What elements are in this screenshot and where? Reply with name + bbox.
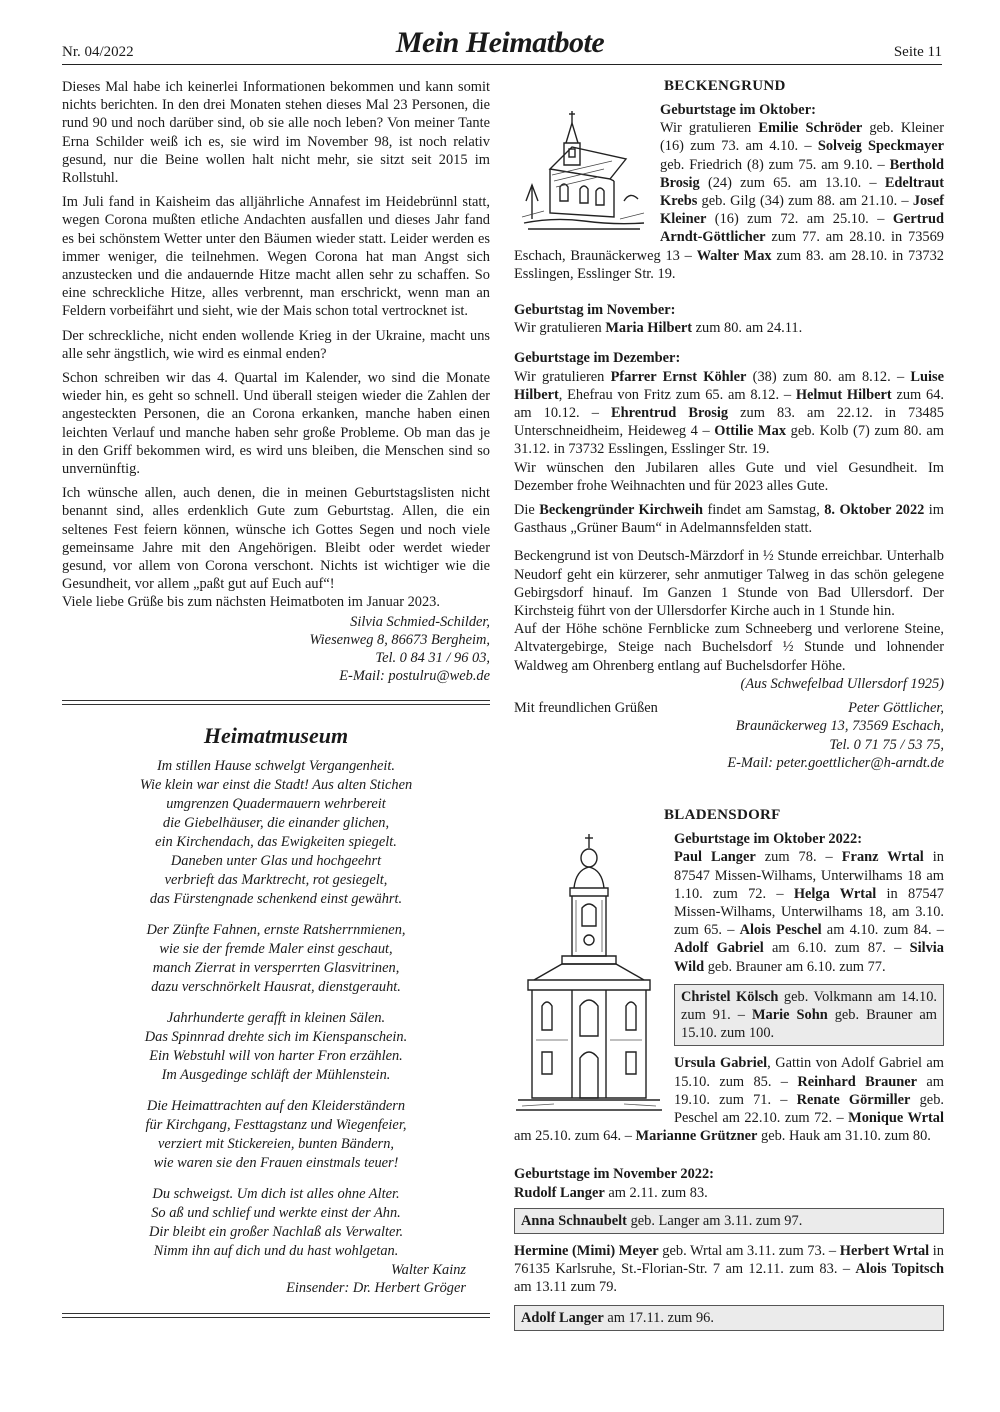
highlight-box: Anna Schnaubelt geb. Langer am 3.11. zum 97. bbox=[514, 1208, 944, 1234]
highlight-box: Adolf Langer am 17.11. zum 96. bbox=[514, 1305, 944, 1331]
birthday-list-oct: Paul Langer zum 78. – Franz Wrtal in 87547 Missen-Wilhams, Unterwilhams 18 am 1.10. zum 72. – Helga Wrtal in 87547 Missen-Wilhams, Unterwilhams 18, am 3.10. zum 65. – Alois Peschel am 4.10. zum 84. – Adolf Gabriel am 6.10. zum 87. – Silvia Wild geb. Brauner am 6.10. zum 77. bbox=[674, 849, 945, 975]
person-name: Helmut Hilbert bbox=[795, 386, 892, 403]
right-column bbox=[514, 78, 944, 1337]
person-name: Herbert Wrtal bbox=[839, 1242, 930, 1259]
person-name: Maria Hilbert bbox=[605, 320, 693, 337]
birthday-list-oct: Wir gratulieren Emilie Schröder geb. Kleiner (16) zum 73. am 4.10. – Solveig Speckmayer geb. Friedrich (8) zum 75. am 9.10. – Berthold Brosig (24) zum 65. am 13.10. – Edeltraut Krebs geb. Gilg (34) zum 88. am 21.10. – Josef Kleiner (16) zum 72. am 25.10. – Gertrud Arndt-Göttlicher zum 77. am 28.10. in 73569 Eschach, Braunäckerweg 13 – Walter Max zum 83. am 28.10. in 73732 Esslingen, Esslinger Str. 19. bbox=[514, 120, 945, 282]
person-name: Berthold Brosig bbox=[660, 156, 944, 191]
masthead-logo: Mein Heimatbote bbox=[395, 26, 605, 59]
person-name: Marie Sohn bbox=[751, 1006, 828, 1023]
section-divider bbox=[62, 700, 490, 705]
person-name: Helga Wrtal bbox=[793, 885, 877, 902]
route-text: Auf der Höhe schöne Fernblicke zum Schneeberg und verlorene Steine, Altvatergebirge, Steige nach Buchelsdorf ½ Stunde und lohnender Waldweg am Ohrenberg entlang auf Buchelsdorfer Höhe. bbox=[514, 621, 944, 674]
article-paragraph: Schon schreiben wir das 4. Quartal im Kalender, wo sind die Monate wieder hin, es geht so schnell. Und überall steigen wieder die Zahlen der angesteckten Personen, die an Corona erkanken, manche haben einen leichten Verlauf und manche haben sehr große Probleme. Ob man das je in den Griff bekommen wird, es wird uns bleiben, die Menschen sind so unvernünftig. bbox=[62, 370, 490, 478]
birthday-list-nov-continued: Hermine (Mimi) Meyer geb. Wrtal am 3.11. zum 73. – Herbert Wrtal in 76135 Karlsruhe, St.-Florian-Str. 7 am 12.11. zum 83. – Alois Topitsch am 13.11 zum 79. bbox=[514, 1242, 944, 1296]
page-number: Seite 11 bbox=[893, 44, 942, 60]
article-paragraph: Der schreckliche, nicht enden wollende Krieg in der Ukraine, macht uns alle sehr ängstlich, wie wird es einmal enden? bbox=[62, 327, 490, 362]
person-name: Luise Hilbert bbox=[514, 368, 944, 403]
person-name: Alois Peschel bbox=[739, 922, 822, 939]
person-name: Silvia Wild bbox=[674, 940, 944, 975]
person-name: Reinhard Brauner bbox=[797, 1073, 918, 1090]
person-name: Paul Langer bbox=[674, 849, 756, 866]
nov-head: Geburtstag im November: bbox=[514, 302, 676, 319]
person-name: Adolf Gabriel bbox=[674, 940, 764, 957]
poem-title: Heimatmuseum bbox=[203, 722, 349, 748]
poem-stanza: Du schweigst. Um dich ist alles ohne Alter. So aß und schlief und werkte einst der Ahn. Dir bleibt ein großer Nachlaß als Verwalter. Nimm ihn auf dich und du hast wohlgetan. bbox=[148, 1185, 404, 1259]
nov-head: Geburtstage im November 2022: bbox=[514, 1166, 714, 1183]
poem-sender: Einsender: Dr. Herbert Gröger bbox=[286, 1279, 466, 1296]
person-name: Beckengründer Kirchweih bbox=[539, 502, 704, 519]
poem-stanza: Die Heimattrachten auf den Kleiderständern für Kirchgang, Festtagstanz und Wiegenfeier, verziert mit Stickereien, bunten Bändern, wie waren sie den Frauen einstmals teuer! bbox=[145, 1097, 407, 1171]
person-name: Marianne Grützner bbox=[635, 1128, 758, 1145]
museum-poem bbox=[62, 723, 490, 1297]
person-name: Pfarrer Ernst Köhler bbox=[610, 368, 747, 385]
person-name: Edeltraut Krebs bbox=[660, 174, 944, 210]
person-name: Gertrud Arndt-Göttlicher bbox=[660, 211, 944, 246]
birthday-list-nov: Rudolf Langer am 2.11. zum 83. bbox=[514, 1184, 708, 1201]
poem-stanza: Der Zünfte Fahnen, ernste Ratsherrnmienen, wie sie der fremde Maler einst geschaut, manch Zierrat in versperrten Glasvitrinen, dazu verschnörkelt Hausrat, dienstgerauht. bbox=[146, 921, 406, 995]
person-name: Walter Max bbox=[696, 247, 772, 264]
poem-stanza: Jahrhunderte gerafft in kleinen Sälen. Das Spinnrad drehte sich im Kienspanschein. Ein Webstuhl will von harter Fron erzählen. Im Ausgedinge schläft der Mühlenstein. bbox=[144, 1009, 408, 1083]
section-divider bbox=[62, 1313, 490, 1318]
oct-head: Geburtstage im Oktober 2022: bbox=[674, 831, 862, 848]
person-name: Anna Schnaubelt bbox=[521, 1212, 627, 1229]
person-name: Alois Topitsch bbox=[855, 1261, 944, 1278]
person-name: Emilie Schröder bbox=[758, 120, 863, 137]
oct-head: Geburtstage im Oktober: bbox=[660, 102, 816, 118]
birthday-list-dec: Wir gratulieren Pfarrer Ernst Köhler (38) zum 80. am 8.12. – Luise Hilbert, Ehefrau von Fritz zum 65. am 8.12. – Helmut Hilbert zum 64. am 10.12. – Ehrentrud Brosig zum 83. am 22.12. in 73485 Unterschneidheim, Heideweg 4 – Ottilie Max geb. Kolb (7) zum 80. am 31.12. in 73732 Esslingen, Esslinger Str. 19. bbox=[514, 368, 945, 458]
person-name: Ursula Gabriel bbox=[674, 1055, 768, 1072]
section-title-bladensdorf: BLADENSDORF bbox=[664, 807, 781, 824]
person-name: Hermine (Mimi) Meyer bbox=[514, 1242, 659, 1259]
church-tower-drawing-icon bbox=[514, 830, 664, 1120]
article-paragraph: Viele liebe Grüße bis zum nächsten Heimatboten im Januar 2023. bbox=[62, 594, 440, 611]
poem-stanza: Im stillen Hause schwelgt Vergangenheit. Wie klein war einst die Stadt! Aus alten Stichen umgrenzen Quadermauern wehrbereit die Giebelhäuser, die einander glichen, ein Kirchendach, das Ewigkeiten spiegelt. Daneben unter Glas und hochgeehrt verbrieft das Marktrecht, rot gesiegelt, das Fürstengnade schenkend einst gewährt. bbox=[139, 757, 413, 907]
dec-head: Geburtstage im Dezember: bbox=[514, 350, 681, 367]
person-name: Monique Wrtal bbox=[848, 1109, 945, 1126]
person-name: Ottilie Max bbox=[714, 423, 787, 440]
editor-signature: Mit freundlichen Grüßen Peter Göttlicher, Braunäckerweg 13, 73569 Eschach, Tel. 0 71 75 / 53 75, E-Mail: peter.goettlicher@h-arndt.de bbox=[514, 700, 944, 771]
left-column bbox=[62, 78, 490, 1318]
route-text: Beckengrund ist von Deutsch-Märzdorf in ½ Stunde erreichbar. Unterhalb Neudorf geht ein kürzerer, sehr anmutiger Talweg in das schön gelegene Gebirgsdorf hinauf. Im Ganzen 1 Stunde von Bad Ullersdorf. Der Kirchsteig führt von der Ullersdorfer Kirche auch in 1 Stunde hin. bbox=[514, 548, 944, 620]
birthday-list-oct-continued: Ursula Gabriel, Gattin von Adolf Gabriel am 15.10. zum 85. – Reinhard Brauner am 19.10. zum 71. – Renate Görmiller geb. Peschel am 22.10. zum 72. – Monique Wrtal am 25.10. zum 64. – Marianne Grützner geb. Hauk am 31.10. zum 80. bbox=[514, 1055, 945, 1145]
source-note: (Aus Schwefelbad Ullersdorf 1925) bbox=[740, 675, 944, 692]
person-name: Rudolf Langer bbox=[514, 1184, 605, 1201]
poem-author: Walter Kainz bbox=[390, 1261, 466, 1278]
person-name: Christel Kölsch bbox=[681, 988, 779, 1005]
article-paragraph: Ich wünsche allen, auch denen, die in meinen Geburtstagslisten nicht benannt sind, alles erdenklich Gute zum Geburtstag. Allen, die ein seltenes Fest feiern können, wünsche ich Gottes Segen und noch viele gemeinsame Jahre mit den Angehörigen. Bleibt oder werdet wieder gesund, vor allem von Corona verschont. Nichts ist wichtiger wie die Gesundheit, vor allem „paßt gut auf Euch auf“! bbox=[62, 485, 490, 593]
kirchweih-note: Die Beckengründer Kirchweih findet am Samstag, 8. Oktober 2022 im Gasthaus „Grüner Baum“ in Adelmannsfelden statt. bbox=[514, 502, 944, 537]
wish-text: Wir wünschen den Jubilaren alles Gute und viel Gesundheit. Im Dezember frohe Weihnachten und für 2023 alles Gute. bbox=[514, 459, 944, 494]
section-title-beckengrund: BECKENGRUND bbox=[664, 78, 786, 94]
person-name: Solveig Speckmayer bbox=[817, 138, 944, 155]
chapel-drawing-icon bbox=[514, 101, 650, 237]
issue-number: Nr. 04/2022 bbox=[62, 44, 134, 60]
person-name: Josef Kleiner bbox=[660, 193, 944, 228]
person-name: Ehrentrud Brosig bbox=[610, 405, 729, 422]
article-paragraph: Im Juli fand in Kaisheim das alljährliche Annafest im Heidebrünnl statt, wegen Corona mußten etliche Andachten ausfallen und dieses Jahr fand es bei schönstem Wetter unter den Bäumen wieder statt. Leider werden es immer weniger, die teilnehmen. Wegen Corona hat man Angst sich anzustecken und die andauernde Hitze macht allen sehr zu schaffen. So eine schreckliche Hitze, alles verbrennt, man erschrickt, wenn man an Feldern vorbeifährt und sieht, wie der Mais schon total vertrocknet ist. bbox=[62, 194, 490, 320]
person-name: 8. Oktober 2022 bbox=[824, 502, 925, 519]
header-rule bbox=[62, 64, 942, 65]
article-paragraph: Dieses Mal habe ich keinerlei Informationen bekommen und kann somit nichts berichten. In den drei Monaten stehen dieses Mal 23 Personen, die rund 90 und noch darüber sind, ob sie alle noch leben? Von meiner Tante Erna Schilder weiß ich es, sie wird im November 98, ist noch relativ gesund, nur die Beine wollen halt nicht mehr, sie sitzt seit 2015 im Rollstuhl. bbox=[62, 79, 490, 187]
person-name: Renate Görmiller bbox=[796, 1091, 911, 1108]
highlight-box: Christel Kölsch geb. Volkmann am 14.10. zum 91. – Marie Sohn geb. Brauner am 15.10. zum 100. bbox=[674, 984, 944, 1047]
birthday-list-nov: Wir gratulieren Maria Hilbert zum 80. am 24.11. bbox=[514, 320, 803, 337]
author-signature: Silvia Schmied-Schilder, Wiesenweg 8, 86673 Bergheim, Tel. 0 84 31 / 96 03, E-Mail: postulru@web.de bbox=[309, 613, 490, 685]
person-name: Franz Wrtal bbox=[841, 849, 924, 866]
person-name: Adolf Langer bbox=[521, 1309, 604, 1326]
